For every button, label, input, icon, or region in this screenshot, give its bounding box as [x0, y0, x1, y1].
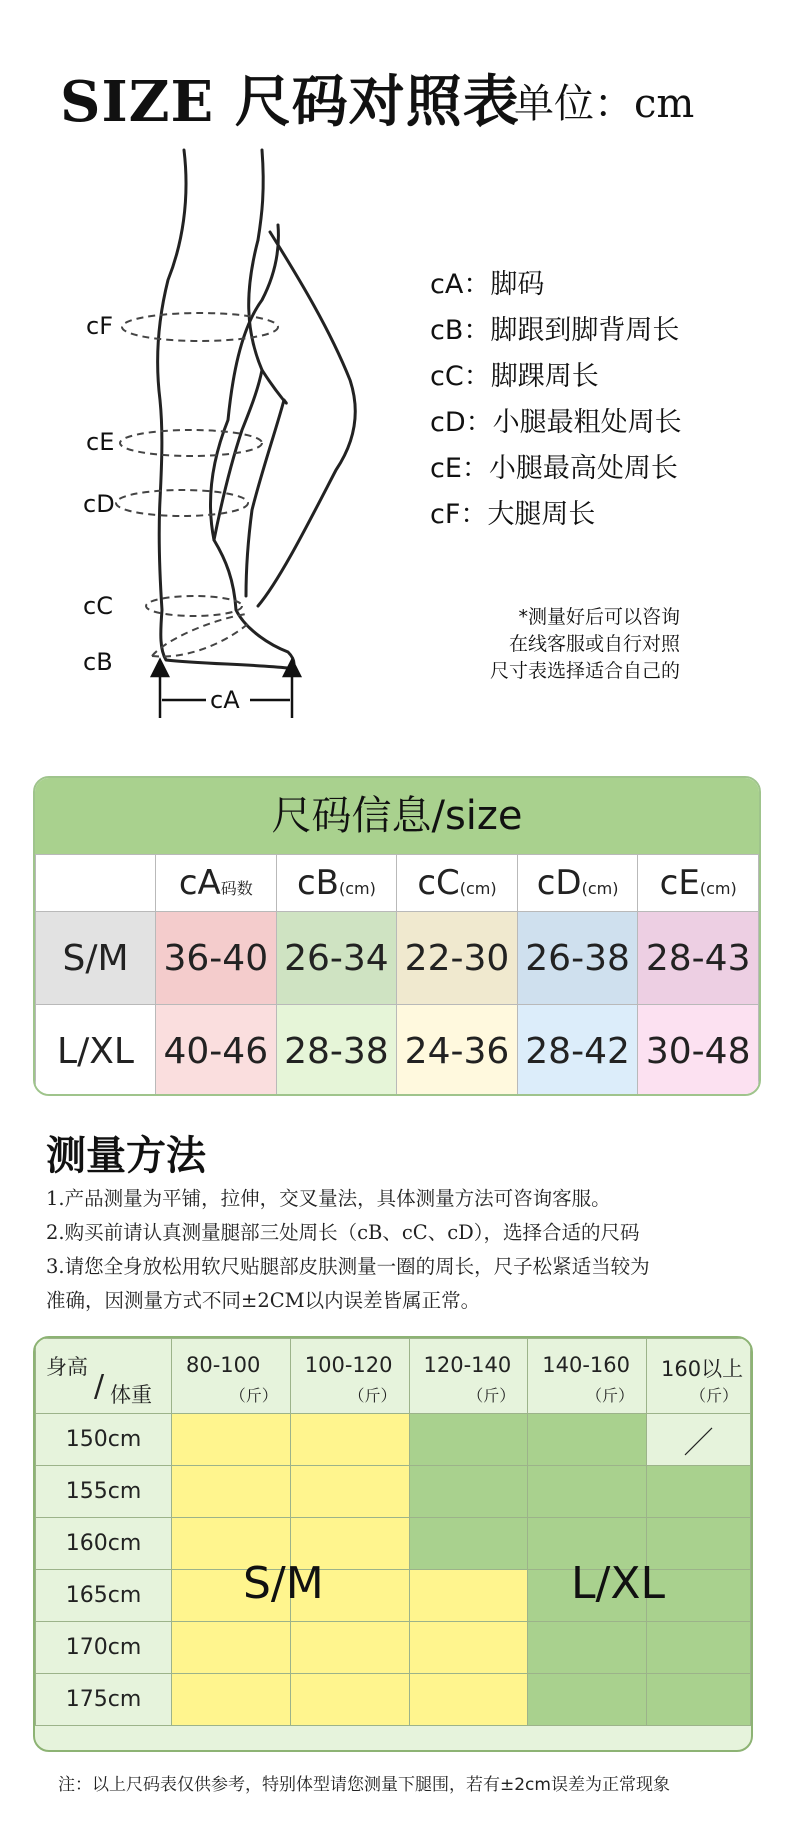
label-cF: cF: [86, 312, 113, 340]
fit-cell: [409, 1622, 528, 1674]
fit-cell: [409, 1570, 528, 1622]
label-cC: cC: [83, 592, 113, 620]
method-item: 3.请您全身放松用软尺贴腿部皮肤测量一圈的周长，尺子松紧适当较为: [46, 1255, 650, 1278]
footnote: 注：以上尺码表仅供参考，特别体型请您测量下腿围，若有±2cm误差为正常现象: [58, 1775, 670, 1795]
fit-cell: [290, 1622, 409, 1674]
fit-chart: [33, 1336, 753, 1752]
note-line: *测量好后可以咨询: [518, 606, 680, 628]
height-label: 160cm: [36, 1518, 172, 1570]
method-item: 2.购买前请认真测量腿部三处周长（cB、cC、cD），选择合适的尺码: [46, 1221, 640, 1244]
size-value: 26-34: [276, 912, 397, 1005]
consult-note: [440, 604, 680, 685]
col-header-cA: cA码数: [156, 855, 277, 912]
fit-cell: [647, 1674, 751, 1726]
corner-height: 身高: [46, 1355, 88, 1379]
fit-cell: [647, 1622, 751, 1674]
fit-cell: ／: [647, 1414, 751, 1466]
col-header-cE: cE(cm): [638, 855, 759, 912]
weight-header: 80-100 （斤）: [172, 1339, 291, 1414]
fit-cell: [409, 1414, 528, 1466]
page-title: SIZE 尺码对照表: [60, 69, 520, 135]
col-header-cD: cD(cm): [517, 855, 638, 912]
label-cA: cA: [210, 686, 240, 714]
size-label: S/M: [36, 912, 156, 1005]
unit-label: 单位：cm: [514, 81, 695, 127]
note-line: 在线客服或自行对照: [508, 633, 680, 655]
weight-header: 120-140 （斤）: [409, 1339, 528, 1414]
size-value: 30-48: [638, 1005, 759, 1097]
fit-cell: [647, 1466, 751, 1518]
legend-item: cD：小腿最粗处周长: [430, 407, 682, 438]
size-value: 28-42: [517, 1005, 638, 1097]
size-value: 36-40: [156, 912, 277, 1005]
legend-item: cA：脚码: [430, 269, 545, 300]
size-label: L/XL: [36, 1005, 156, 1097]
legend-item: cE：小腿最高处周长: [430, 453, 678, 484]
zone-label-sm: S/M: [243, 1558, 324, 1609]
size-value: 28-43: [638, 912, 759, 1005]
height-label: 150cm: [36, 1414, 172, 1466]
fit-cell: [409, 1674, 528, 1726]
legend-item: cB：脚跟到脚背周长: [430, 315, 680, 346]
size-value: 28-38: [276, 1005, 397, 1097]
height-label: 165cm: [36, 1570, 172, 1622]
measurement-legend: [430, 262, 682, 538]
corner-weight: 体重: [110, 1383, 152, 1407]
fit-cell: [290, 1466, 409, 1518]
legend-item: cC：脚踝周长: [430, 361, 599, 392]
weight-header: 100-120 （斤）: [290, 1339, 409, 1414]
label-cD: cD: [83, 490, 115, 518]
fit-row: [36, 1414, 751, 1466]
methods-title: 测量方法: [46, 1132, 206, 1179]
fit-row: [36, 1622, 751, 1674]
fit-cell: [172, 1674, 291, 1726]
weight-header: 140-160 （斤）: [528, 1339, 647, 1414]
note-line: 尺寸表选择适合自己的: [489, 660, 680, 682]
size-table-title: 尺码信息/size: [35, 778, 759, 854]
fit-cell: [172, 1622, 291, 1674]
size-value: 24-36: [397, 1005, 518, 1097]
size-value: 26-38: [517, 912, 638, 1005]
size-value: 22-30: [397, 912, 518, 1005]
corner-cell: [36, 855, 156, 912]
fit-cell: [409, 1518, 528, 1570]
fit-cell: [290, 1674, 409, 1726]
height-label: 155cm: [36, 1466, 172, 1518]
corner-slash: /: [94, 1369, 105, 1404]
fit-cell: [528, 1466, 647, 1518]
fit-cell: [409, 1466, 528, 1518]
method-item: 准确，因测量方式不同±2CM以内误差皆属正常。: [46, 1289, 481, 1312]
label-cB: cB: [83, 648, 113, 676]
height-label: 175cm: [36, 1674, 172, 1726]
fit-row: [36, 1466, 751, 1518]
fit-cell: [172, 1414, 291, 1466]
fit-cell: [528, 1674, 647, 1726]
corner-cell: [36, 1339, 172, 1414]
table-row: [36, 912, 759, 1005]
fit-cell: [172, 1466, 291, 1518]
fit-cell: [528, 1414, 647, 1466]
size-info-table: [33, 776, 761, 1096]
method-item: 1.产品测量为平铺，拉伸，交叉量法，具体测量方法可咨询客服。: [46, 1187, 611, 1210]
label-cE: cE: [86, 428, 115, 456]
fit-cell: [528, 1622, 647, 1674]
weight-header: 160以上 （斤）: [647, 1339, 751, 1414]
methods-list: [46, 1182, 756, 1318]
col-header-cB: cB(cm): [276, 855, 397, 912]
legend-item: cF：大腿周长: [430, 499, 596, 530]
zone-label-lxl: L/XL: [571, 1558, 665, 1609]
fit-row: [36, 1674, 751, 1726]
col-header-cC: cC(cm): [397, 855, 518, 912]
height-label: 170cm: [36, 1622, 172, 1674]
size-value: 40-46: [156, 1005, 277, 1097]
table-row: [36, 1005, 759, 1097]
fit-cell: [290, 1414, 409, 1466]
